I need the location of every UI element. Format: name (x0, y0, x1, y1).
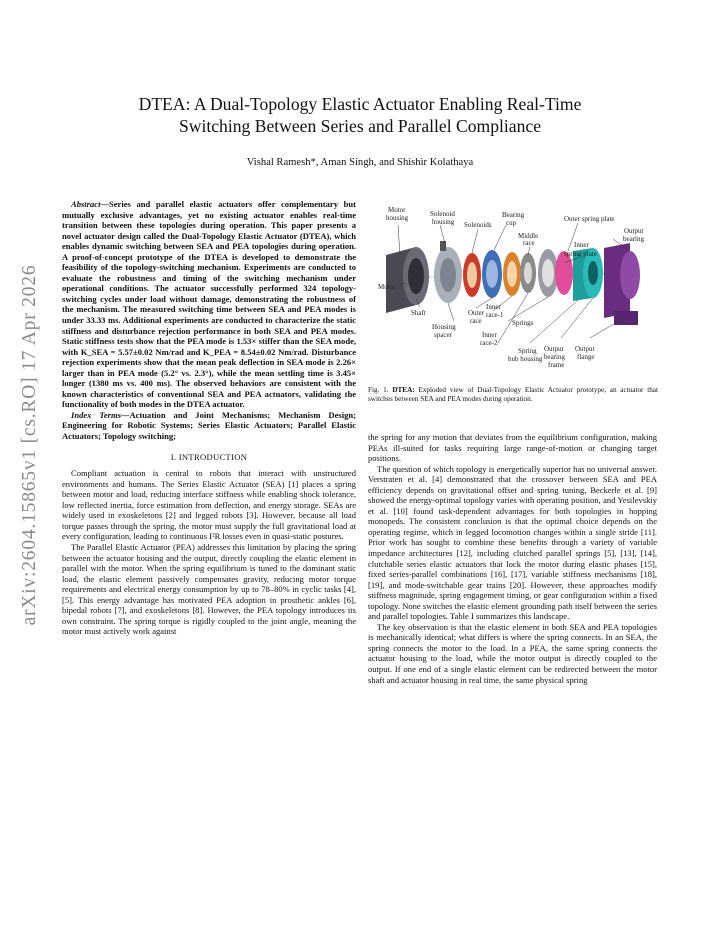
arxiv-identifier: arXiv:2604.15865v1 [cs.RO] 17 Apr 2026 (19, 264, 40, 626)
section-heading-introduction: I. INTRODUCTION (170, 451, 248, 462)
caption-bold: DTEA: (392, 386, 415, 394)
label-spring-hub-2: hub housing (508, 355, 543, 363)
title-line-2: Switching Between Series and Parallel Compliance (178, 116, 542, 136)
label-inner-spring-plate-2: spring plate (564, 250, 597, 258)
author-list: Vishal Ramesh*, Aman Singh, and Shishir Kolathaya (246, 157, 474, 168)
paragraph: The Parallel Elastic Actuator (PEA) addresses this limitation by placing the spring between the actuator housing and the output, directly coupling the elastic element in parallel with the motor. When the spring equilibrium is tuned to the dominant static load, the elastic element passively compensates gravity, reducing motor torque requirements and electrical energy consumption by up to 78–80% in cyclic tasks [4], [5]. This energy advantage has motivated PEA adoption in prosthetic ankles [6], bipedal robots [7], and exoskeletons [8]. However, the PEA topology introduces its own constraint. The spring torque is rigidly coupled to the joint angle, meaning the motor must actively work against (62, 541, 356, 637)
solenoids-part (463, 253, 481, 297)
label-springs: Springs (512, 319, 534, 327)
label-inner-race-1-2: race-1 (486, 311, 504, 319)
label-motor: Motor (378, 283, 396, 291)
label-inner-race-1-1: Inner (486, 303, 501, 311)
figure-caption (368, 386, 658, 404)
label-inner-race-2-2: race-2 (480, 339, 498, 347)
label-housing-spacer-1: Housing (432, 323, 456, 331)
label-output-bearing-frame-1: Output (544, 345, 564, 353)
label-motor-housing-2: housing (386, 214, 409, 222)
label-solenoid-housing-2: housing (432, 218, 455, 226)
left-column (62, 199, 356, 637)
label-inner-race-2-1: Inner (482, 331, 497, 339)
label-inner-spring-plate-1: Inner (574, 241, 589, 249)
abstract-text: Series and parallel elastic actuators offer complementary but mutually exclusive advantages, yet no existing actuator enables real-time transition between these topologies during operation. This paper presents a novel actuator design called the Dual-Topology Elastic Actuator (DTEA), which enables dynamic switching between SEA and PEA topologies during operation. A proof-of-concept prototype of the DTEA is developed to demonstrate the feasibility of the topology-switching mechanism. Experiments are conducted to evaluate the robustness and timing of the switching mechanism under operational conditions. The actuator successfully performed 324 topology-switching cycles under load without damage, demonstrating the robustness of the mechanism. The measured switching time between SEA and PEA modes is under 33.33 ms. Additional experiments are conducted to characterize the static stiffness and disturbance rejection performance in both SEA and PEA modes. Static stiffness tests show that the PEA mode is 1.53× stiffer than the SEA mode, with K_SEA = 5.57±0.02 Nm/rad and K_PEA = 8.54±0.02 Nm/rad. Disturbance rejection experiments show that the mean peak deflection in SEA mode is 2.26× larger than in PEA mode (5.2° vs. 2.3°), while the mean settling time is 3.45× longer (1380 ms vs. 400 ms). The observed behaviors are consistent with the known characteristics of conventional SEA and PEA actuators, validating the functionality of both modes in the DTEA actuator. (62, 199, 356, 410)
solenoid-housing-part (434, 241, 462, 303)
paragraph: the spring for any motion that deviates from the equilibrium configuration, making PEAs ill-suited for tasks requiring large range-of-motion or changing target positions. (368, 432, 657, 464)
label-output-bearing-1: Output (624, 227, 644, 235)
index-terms-lead: Index Terms— (71, 409, 130, 420)
label-middle-race-2: race (523, 239, 535, 247)
paragraph: Compliant actuation is central to robots that interact with unstructured environments and humans. The Series Elastic Actuator (SEA) [1] places a spring between motor and load, reducing interface stiffness while enabling shock tolerance, low reflected inertia, force estimation from deflection, and energy storage. SEAs are widely used in exoskeletons [2] and legged robots [3]. However, because all load torque passes through the spring, the motor must supply the full gravitational load at every configuration, leading to continuous I²R losses even in quasi-static postures. (62, 468, 356, 542)
label-solenoids: Solenoids (464, 221, 492, 229)
index-terms (62, 410, 356, 442)
label-bearing-cup-1: Bearing (502, 211, 525, 219)
exploded-view-diagram (368, 203, 658, 373)
figure-exploded-view (368, 203, 658, 373)
label-output-bearing-frame-2: bearing (544, 353, 565, 361)
label-solenoid-housing-1: Solenoid (430, 210, 455, 218)
label-output-flange-1: Output (575, 345, 595, 353)
right-column (368, 432, 657, 685)
label-housing-spacer-2: spacer (434, 331, 452, 339)
label-outer-race-1: Outer (468, 309, 484, 317)
label-outer-race-2: race (470, 317, 482, 325)
abstract (62, 199, 356, 410)
caption-text: Exploded view of Dual-Topology Elastic Actuator prototype, an actuator that switches between SEA and PEA modes during operation. (368, 386, 658, 403)
motor-housing-part (386, 247, 429, 313)
label-middle-race-1: Middle (518, 232, 539, 240)
title-line-1: DTEA: A Dual-Topology Elastic Actuator Enabling Real-Time (138, 94, 582, 114)
label-motor-housing-1: Motor (388, 206, 406, 214)
output-flange-part (604, 243, 640, 325)
paragraph: The question of which topology is energetically superior has no universal answer. Verstraten et al. [4] demonstrated that the crossover between SEA and PEA efficiency depends on gravitational offset and spring tuning, Beckerle et al. [9] showed the energy-optimal topology varies with operating position, and Yesilevskiy et al. [10] found task-dependent advantages for both topologies in hopping monopeds. The consistent conclusion is that the optimal choice depends on the operating regime, which in legged locomotion changes within a single stride [11]. Prior work has sought to combine these benefits through a variety of variable impedance architectures [12], including clutched parallel springs [5], [13], [14], clutchable series elastic actuators that lock the motor during elastic phases [15], fixed series-parallel combinations [16], [17], variable stiffness mechanisms [18], [19], and mode-switchable gear trains [20]. However, these approaches modify stiffness magnitude, spring engagement timing, or gear configuration within a fixed topology. None switches the elastic element grounding path itself between the series and parallel topologies. Table I summarizes this landscape. (368, 463, 657, 622)
paper-title (60, 93, 660, 137)
label-output-flange-2: flange (577, 353, 595, 361)
label-output-bearing-frame-3: frame (548, 361, 565, 369)
label-output-bearing-2: bearing (623, 235, 644, 243)
label-bearing-cup-2: cup (506, 219, 517, 227)
abstract-lead: Abstract— (71, 199, 109, 209)
arxiv-sidebar (10, 190, 50, 700)
races-part (503, 252, 536, 296)
label-spring-hub-1: Spring (518, 347, 537, 355)
index-terms-text: Actuation and Joint Mechanisms; Mechanism Design; Engineering for Robotic Systems; Series Elastic Actuators; Parallel Elastic Actuators; Topology switching; (62, 409, 356, 442)
label-shaft: Shaft (411, 309, 426, 317)
label-outer-spring-plate: Outer spring plate (564, 215, 615, 223)
caption-label: Fig. 1. (368, 386, 389, 394)
bearing-cup-part (482, 250, 502, 298)
paragraph: The key observation is that the elastic element in both SEA and PEA topologies is mechanically identical; what differs is where the spring connects. In an SEA, the spring connects the motor to the load. In a PEA, the same spring connects the actuator housing to the load, while the motor output is directly coupled to the output. If one end of a single elastic element can be redirected between the motor shaft and actuator housing in real time, the same physical spring (368, 621, 657, 685)
